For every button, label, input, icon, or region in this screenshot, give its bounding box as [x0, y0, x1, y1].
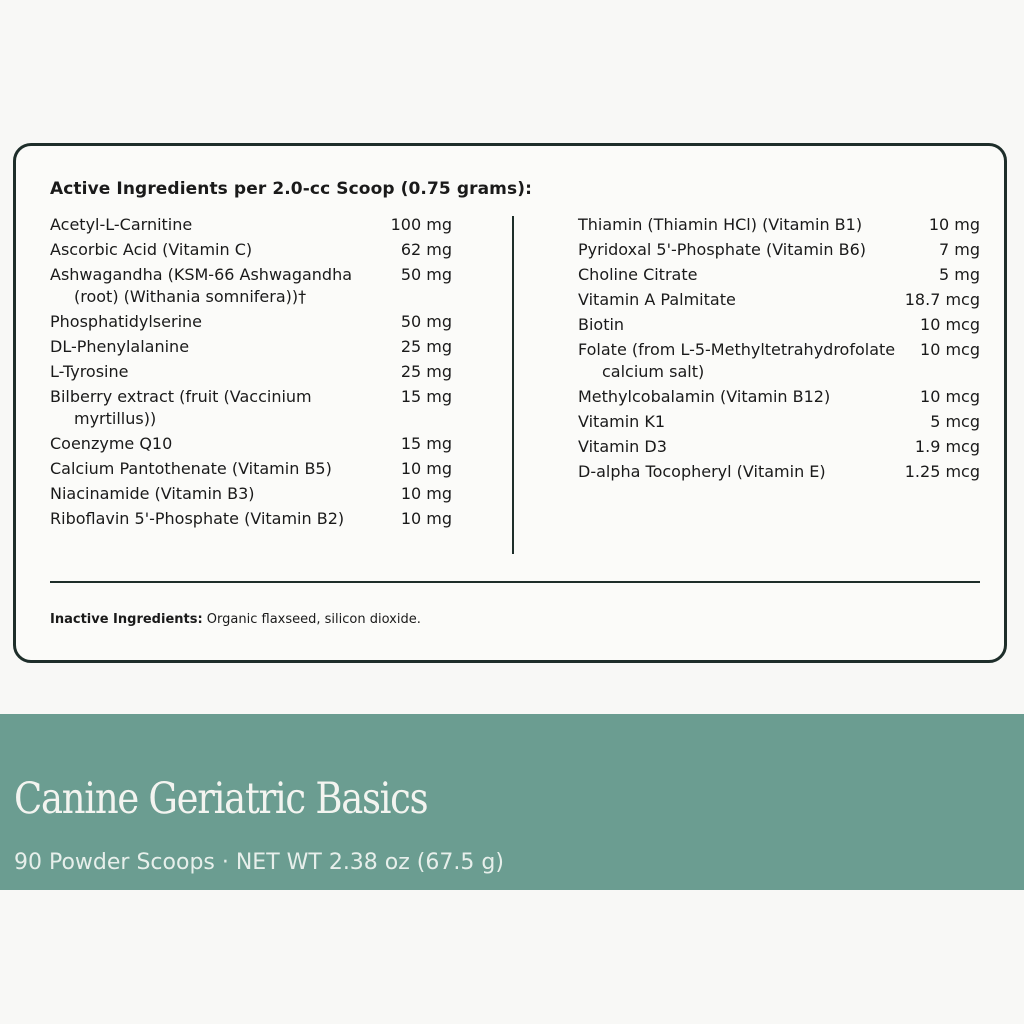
ingredient-amount: 15 mg	[400, 387, 452, 406]
ingredient-row	[578, 289, 980, 311]
ingredient-name: L-Tyrosine	[50, 362, 129, 381]
ingredient-row	[578, 339, 980, 383]
ingredient-row	[50, 361, 452, 383]
active-ingredients-heading: Active Ingredients per 2.0-cc Scoop (0.75 grams):	[50, 179, 532, 199]
active-ingredients-left-column	[50, 214, 452, 533]
product-banner	[0, 714, 1024, 890]
ingredient-row	[578, 411, 980, 433]
ingredient-amount: 25 mg	[400, 362, 452, 381]
ingredients-panel	[13, 143, 1007, 663]
ingredient-row	[50, 433, 452, 455]
ingredient-name: Coenzyme Q10	[50, 434, 173, 453]
ingredient-row	[578, 461, 980, 483]
column-divider	[512, 216, 514, 554]
ingredient-row	[50, 508, 452, 530]
ingredient-name: DL-Phenylalanine	[50, 337, 190, 356]
ingredient-name: Biotin	[578, 315, 625, 334]
inactive-ingredients	[50, 612, 421, 627]
ingredient-row	[578, 214, 980, 236]
ingredient-name: Ascorbic Acid (Vitamin C)	[50, 240, 253, 259]
ingredient-amount: 10 mg	[928, 215, 980, 234]
ingredient-name: Folate (from L-5-Methyltetrahydrofolate calcium salt)	[578, 340, 896, 381]
product-subtitle: 90 Powder Scoops · NET WT 2.38 oz (67.5 g)	[14, 850, 504, 875]
ingredient-amount: 5 mg	[938, 265, 980, 284]
ingredient-name: D-alpha Tocopheryl (Vitamin E)	[578, 462, 826, 481]
active-ingredients-right-column	[578, 214, 980, 486]
ingredient-amount: 25 mg	[400, 337, 452, 356]
ingredient-amount: 7 mg	[938, 240, 980, 259]
ingredient-name: Bilberry extract (fruit (Vaccinium myrtillus))	[50, 387, 312, 428]
ingredient-name: Vitamin K1	[578, 412, 666, 431]
ingredient-amount: 18.7 mcg	[904, 290, 980, 309]
ingredient-row	[578, 314, 980, 336]
ingredient-name: Niacinamide (Vitamin B3)	[50, 484, 255, 503]
ingredient-row	[578, 239, 980, 261]
ingredient-name: Vitamin A Palmitate	[578, 290, 736, 309]
ingredient-row	[50, 239, 452, 261]
ingredient-amount: 15 mg	[400, 434, 452, 453]
ingredient-amount: 100 mg	[390, 215, 452, 234]
ingredient-amount: 5 mcg	[930, 412, 980, 431]
ingredient-row	[578, 436, 980, 458]
ingredient-name: Calcium Pantothenate (Vitamin B5)	[50, 459, 332, 478]
inactive-ingredients-label: Inactive Ingredients:	[50, 612, 203, 627]
ingredient-row	[50, 311, 452, 333]
ingredient-row	[50, 483, 452, 505]
ingredient-row	[578, 264, 980, 286]
ingredient-row	[50, 458, 452, 480]
ingredient-row	[50, 336, 452, 358]
inactive-ingredients-text: Organic flaxseed, silicon dioxide.	[202, 612, 421, 627]
ingredient-row	[50, 386, 452, 430]
ingredient-amount: 1.25 mcg	[904, 462, 980, 481]
product-name: Canine Geriatric Basics	[14, 774, 428, 824]
ingredient-amount: 1.9 mcg	[914, 437, 980, 456]
ingredient-amount: 10 mcg	[920, 315, 980, 334]
ingredient-name: Riboflavin 5'-Phosphate (Vitamin B2)	[50, 509, 345, 528]
ingredient-amount: 10 mg	[400, 509, 452, 528]
section-divider	[50, 581, 980, 583]
ingredient-row	[578, 386, 980, 408]
ingredient-name: Acetyl-L-Carnitine	[50, 215, 193, 234]
ingredient-amount: 10 mg	[400, 459, 452, 478]
ingredient-name: Ashwagandha (KSM-66 Ashwagandha (root) (Withania somnifera))†	[50, 265, 353, 306]
ingredient-amount: 10 mg	[400, 484, 452, 503]
ingredient-amount: 50 mg	[400, 312, 452, 331]
ingredient-amount: 62 mg	[400, 240, 452, 259]
ingredient-name: Phosphatidylserine	[50, 312, 202, 331]
ingredient-row	[50, 264, 452, 308]
ingredient-amount: 10 mcg	[920, 387, 980, 406]
ingredient-name: Vitamin D3	[578, 437, 667, 456]
ingredient-amount: 50 mg	[400, 265, 452, 284]
ingredient-name: Choline Citrate	[578, 265, 698, 284]
ingredient-name: Pyridoxal 5'-Phosphate (Vitamin B6)	[578, 240, 866, 259]
ingredient-name: Thiamin (Thiamin HCl) (Vitamin B1)	[578, 215, 863, 234]
ingredient-amount: 10 mcg	[920, 340, 980, 359]
ingredient-name: Methylcobalamin (Vitamin B12)	[578, 387, 831, 406]
ingredient-row	[50, 214, 452, 236]
